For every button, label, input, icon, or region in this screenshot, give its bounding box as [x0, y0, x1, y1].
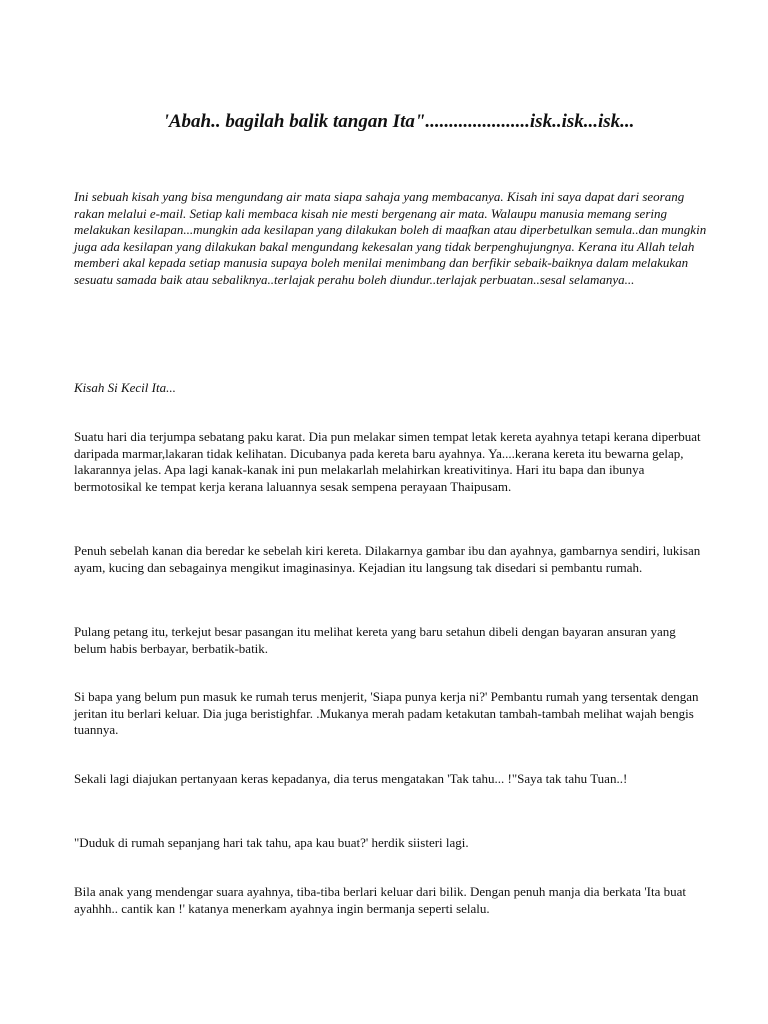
story-paragraph-1: Suatu hari dia terjumpa sebatang paku karat. Dia pun melakar simen tempat letak kereta ayahnya tetapi kerana diperbuat daripada marmar,lakaran tidak kelihatan. Dicubanya pada kereta baru ayahnya. Ya....kerana kereta itu bewarna gelap, lakarannya jelas. Apa lagi kanak-kanak ini pun melakarlah melahirkan kreativitinya. Hari itu bapa dan ibunya bermotosikal ke tempat kerja kerana laluannya sesak sempena perayaan Thaipusam.	[74, 429, 701, 494]
intro-paragraph: Ini sebuah kisah yang bisa mengundang air mata siapa sahaja yang membacanya. Kisah ini saya dapat dari seorang rakan melalui e-mail. Setiap kali membaca kisah nie mesti bergenang air mata. Walaupu manusia memang sering melakukan kesilapan...mungkin ada kesilapan yang dilakukan boleh di maafkan atau diperbetulkan semula..dan mungkin juga ada kesilapan yang dilakukan bakal mengundang kekesalan yang tidak berpenghujungnya. Kerana itu Allah telah memberi akal kepada setiap manusia supaya boleh menilai menimbang dan berfikir sebaik-baiknya dalam melakukan sesuatu samada baik atau sebaliknya..terlajak perahu boleh diundur..terlajak perbuatan..sesal selamanya...	[74, 189, 707, 287]
story-subheading: Kisah Si Kecil Ita...	[74, 380, 176, 395]
story-paragraph-5: Sekali lagi diajukan pertanyaan keras kepadanya, dia terus mengatakan 'Tak tahu... !"Saya tak tahu Tuan..!	[74, 771, 628, 786]
page-title: 'Abah.. bagilah balik tangan Ita"......................isk..isk...isk...	[163, 111, 635, 132]
story-paragraph-7: Bila anak yang mendengar suara ayahnya, tiba-tiba berlari keluar dari bilik. Dengan penuh manja dia berkata 'Ita buat ayahhh.. cantik kan !' katanya menerkam ayahnya ingin bermanja seperti selalu.	[74, 884, 687, 916]
story-paragraph-6: "Duduk di rumah sepanjang hari tak tahu, apa kau buat?' herdik siisteri lagi.	[74, 835, 469, 850]
story-paragraph-4: Si bapa yang belum pun masuk ke rumah terus menjerit, 'Siapa punya kerja ni?' Pembantu rumah yang tersentak dengan jeritan itu berlari keluar. Dia juga beristighfar. .Mukanya merah padam ketakutan tambah-tambah melihat wajah bengis tuannya.	[74, 689, 699, 738]
story-paragraph-2: Penuh sebelah kanan dia beredar ke sebelah kiri kereta. Dilakarnya gambar ibu dan ayahnya, gambarnya sendiri, lukisan ayam, kucing dan sebagainya mengikut imaginasinya. Kejadian itu langsung tak disedari si pembantu rumah.	[74, 543, 701, 575]
story-paragraph-3: Pulang petang itu, terkejut besar pasangan itu melihat kereta yang baru setahun dibeli dengan bayaran ansuran yang belum habis berbayar, berbatik-batik.	[74, 624, 676, 656]
